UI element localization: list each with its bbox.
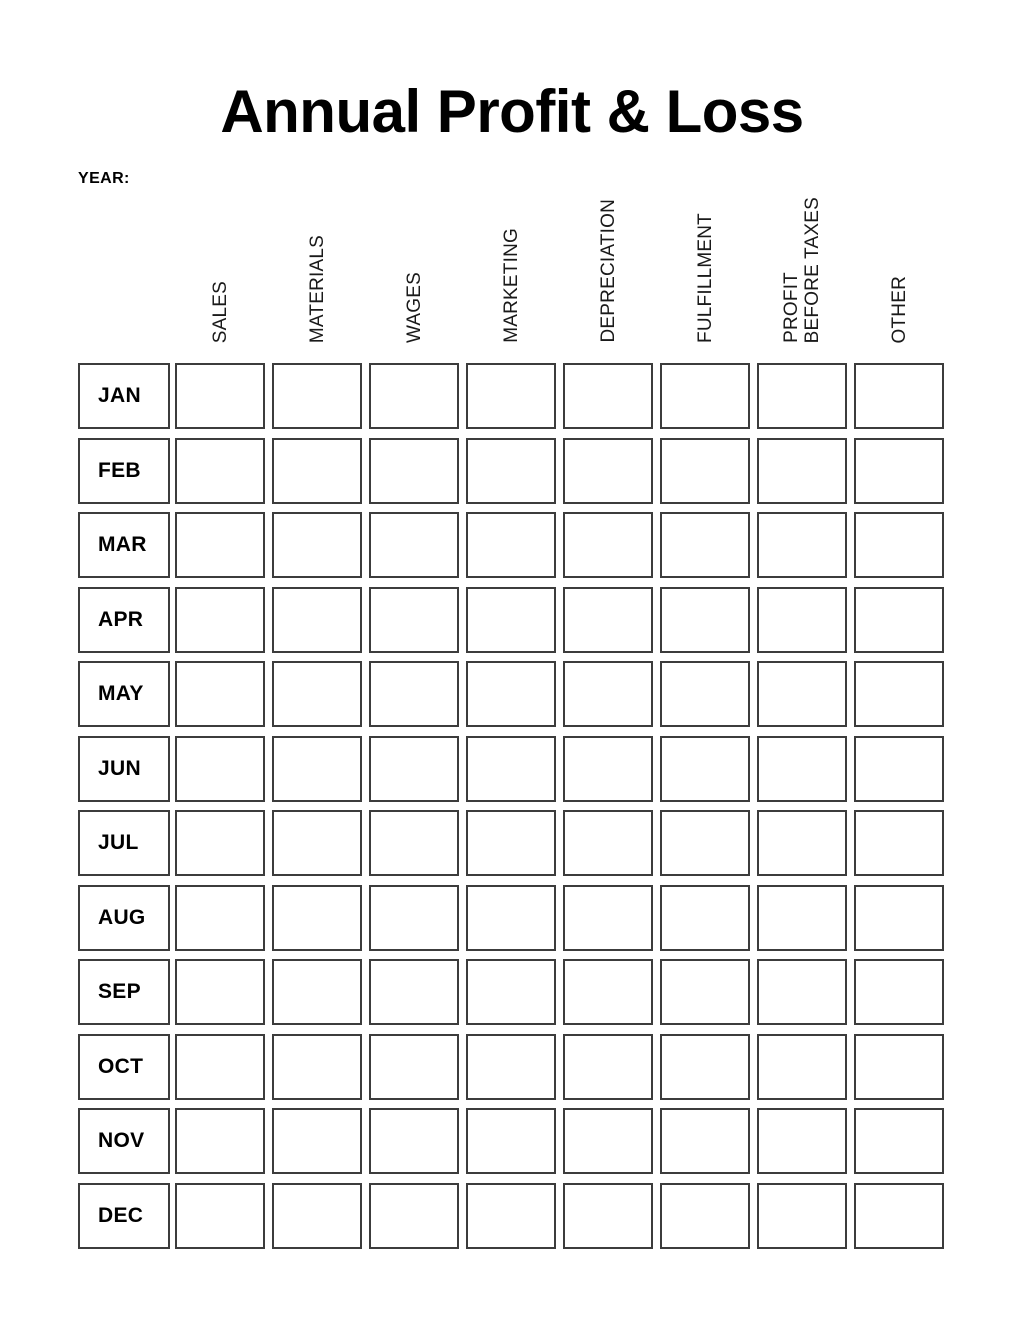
cell-sep-wages[interactable] [369, 959, 459, 1025]
cell-jan-materials[interactable] [272, 363, 362, 429]
cell-aug-depreciation[interactable] [563, 885, 653, 951]
cell-jun-wages[interactable] [369, 736, 459, 802]
cell-nov-wages[interactable] [369, 1108, 459, 1174]
cell-feb-sales[interactable] [175, 438, 265, 504]
table-row [78, 1108, 948, 1174]
column-header-fulfillment [660, 180, 750, 343]
month-label: MAY [98, 682, 144, 705]
column-header-other [854, 180, 944, 343]
cell-apr-materials[interactable] [272, 587, 362, 653]
cell-nov-fulfillment[interactable] [660, 1108, 750, 1174]
cell-jun-marketing[interactable] [466, 736, 556, 802]
cell-mar-depreciation[interactable] [563, 512, 653, 578]
column-header-depreciation [563, 180, 653, 343]
cell-oct-depreciation[interactable] [563, 1034, 653, 1100]
cell-jan-other[interactable] [854, 363, 944, 429]
column-header-label: PROFIT [781, 272, 802, 343]
cell-feb-other[interactable] [854, 438, 944, 504]
cell-dec-sales[interactable] [175, 1183, 265, 1249]
column-header-label: SALES [209, 280, 231, 343]
cell-sep-other[interactable] [854, 959, 944, 1025]
cell-may-wages[interactable] [369, 661, 459, 727]
month-label: MAR [98, 533, 147, 556]
column-header-sales [175, 180, 265, 343]
cell-mar-materials[interactable] [272, 512, 362, 578]
cell-nov-sales[interactable] [175, 1108, 265, 1174]
table-row [78, 736, 948, 802]
cell-mar-fulfillment[interactable] [660, 512, 750, 578]
cell-jun-fulfillment[interactable] [660, 736, 750, 802]
cell-feb-profit-before-taxes[interactable] [757, 438, 847, 504]
month-label: SEP [98, 980, 141, 1003]
cell-mar-other[interactable] [854, 512, 944, 578]
row-header-jul [78, 810, 170, 876]
cell-may-marketing[interactable] [466, 661, 556, 727]
cell-oct-materials[interactable] [272, 1034, 362, 1100]
cell-nov-profit-before-taxes[interactable] [757, 1108, 847, 1174]
cell-sep-profit-before-taxes[interactable] [757, 959, 847, 1025]
year-label: YEAR: [78, 170, 130, 187]
cell-mar-sales[interactable] [175, 512, 265, 578]
month-label: JAN [98, 384, 141, 407]
cell-jul-wages[interactable] [369, 810, 459, 876]
cell-jan-marketing[interactable] [466, 363, 556, 429]
cell-aug-wages[interactable] [369, 885, 459, 951]
month-label: APR [98, 608, 144, 631]
cell-oct-profit-before-taxes[interactable] [757, 1034, 847, 1100]
cell-apr-marketing[interactable] [466, 587, 556, 653]
row-header-apr [78, 587, 170, 653]
table-row [78, 959, 948, 1025]
cell-jun-profit-before-taxes[interactable] [757, 736, 847, 802]
column-header-label: FULFILLMENT [694, 213, 716, 343]
cell-aug-sales[interactable] [175, 885, 265, 951]
table-row [78, 438, 948, 504]
cell-aug-materials[interactable] [272, 885, 362, 951]
cell-jan-wages[interactable] [369, 363, 459, 429]
month-label: FEB [98, 459, 141, 482]
cell-dec-profit-before-taxes[interactable] [757, 1183, 847, 1249]
cell-may-depreciation[interactable] [563, 661, 653, 727]
cell-apr-sales[interactable] [175, 587, 265, 653]
page-title: Annual Profit & Loss [220, 78, 804, 145]
profit-loss-grid [78, 363, 948, 1253]
column-header-marketing [466, 180, 556, 343]
row-header-jun [78, 736, 170, 802]
cell-jul-sales[interactable] [175, 810, 265, 876]
cell-jan-sales[interactable] [175, 363, 265, 429]
cell-feb-materials[interactable] [272, 438, 362, 504]
cell-jan-fulfillment[interactable] [660, 363, 750, 429]
cell-aug-other[interactable] [854, 885, 944, 951]
row-header-nov [78, 1108, 170, 1174]
cell-may-other[interactable] [854, 661, 944, 727]
cell-dec-depreciation[interactable] [563, 1183, 653, 1249]
cell-apr-profit-before-taxes[interactable] [757, 587, 847, 653]
cell-dec-materials[interactable] [272, 1183, 362, 1249]
column-headers [175, 180, 948, 343]
row-header-jan [78, 363, 170, 429]
cell-oct-sales[interactable] [175, 1034, 265, 1100]
table-row [78, 512, 948, 578]
cell-jun-sales[interactable] [175, 736, 265, 802]
cell-aug-fulfillment[interactable] [660, 885, 750, 951]
cell-apr-other[interactable] [854, 587, 944, 653]
cell-nov-other[interactable] [854, 1108, 944, 1174]
cell-dec-other[interactable] [854, 1183, 944, 1249]
table-row [78, 587, 948, 653]
cell-jan-depreciation[interactable] [563, 363, 653, 429]
row-header-aug [78, 885, 170, 951]
cell-aug-profit-before-taxes[interactable] [757, 885, 847, 951]
column-header-label: DEPRECIATION [597, 199, 619, 343]
cell-apr-depreciation[interactable] [563, 587, 653, 653]
table-row [78, 810, 948, 876]
cell-feb-wages[interactable] [369, 438, 459, 504]
cell-dec-marketing[interactable] [466, 1183, 556, 1249]
column-header-label: MARKETING [500, 228, 522, 343]
month-label: JUN [98, 757, 141, 780]
cell-feb-depreciation[interactable] [563, 438, 653, 504]
cell-jul-depreciation[interactable] [563, 810, 653, 876]
cell-dec-wages[interactable] [369, 1183, 459, 1249]
column-header-materials [272, 180, 362, 343]
cell-oct-wages[interactable] [369, 1034, 459, 1100]
row-header-oct [78, 1034, 170, 1100]
table-row [78, 661, 948, 727]
column-header-wages [369, 180, 459, 343]
month-label: NOV [98, 1129, 145, 1152]
column-header-label: WAGES [403, 271, 425, 343]
month-label: AUG [98, 906, 146, 929]
cell-oct-fulfillment[interactable] [660, 1034, 750, 1100]
cell-may-fulfillment[interactable] [660, 661, 750, 727]
cell-nov-marketing[interactable] [466, 1108, 556, 1174]
column-header-label: MATERIALS [306, 234, 328, 343]
row-header-dec [78, 1183, 170, 1249]
cell-sep-fulfillment[interactable] [660, 959, 750, 1025]
cell-feb-fulfillment[interactable] [660, 438, 750, 504]
cell-sep-marketing[interactable] [466, 959, 556, 1025]
month-label: DEC [98, 1204, 144, 1227]
cell-jun-depreciation[interactable] [563, 736, 653, 802]
row-header-mar [78, 512, 170, 578]
cell-sep-depreciation[interactable] [563, 959, 653, 1025]
cell-sep-sales[interactable] [175, 959, 265, 1025]
cell-dec-fulfillment[interactable] [660, 1183, 750, 1249]
cell-mar-profit-before-taxes[interactable] [757, 512, 847, 578]
cell-feb-marketing[interactable] [466, 438, 556, 504]
table-row [78, 363, 948, 429]
cell-apr-fulfillment[interactable] [660, 587, 750, 653]
table-row [78, 1183, 948, 1249]
month-label: OCT [98, 1055, 144, 1078]
cell-apr-wages[interactable] [369, 587, 459, 653]
cell-nov-materials[interactable] [272, 1108, 362, 1174]
cell-jul-marketing[interactable] [466, 810, 556, 876]
row-header-sep [78, 959, 170, 1025]
table-row [78, 1034, 948, 1100]
cell-may-materials[interactable] [272, 661, 362, 727]
column-header-label: OTHER [888, 275, 910, 343]
row-header-may [78, 661, 170, 727]
column-header-profit-before-taxes [757, 180, 847, 343]
cell-jul-other[interactable] [854, 810, 944, 876]
cell-jul-materials[interactable] [272, 810, 362, 876]
cell-jul-profit-before-taxes[interactable] [757, 810, 847, 876]
cell-oct-marketing[interactable] [466, 1034, 556, 1100]
table-row [78, 885, 948, 951]
cell-may-profit-before-taxes[interactable] [757, 661, 847, 727]
cell-jun-materials[interactable] [272, 736, 362, 802]
cell-may-sales[interactable] [175, 661, 265, 727]
cell-nov-depreciation[interactable] [563, 1108, 653, 1174]
cell-aug-marketing[interactable] [466, 885, 556, 951]
cell-sep-materials[interactable] [272, 959, 362, 1025]
cell-jan-profit-before-taxes[interactable] [757, 363, 847, 429]
cell-mar-marketing[interactable] [466, 512, 556, 578]
cell-jul-fulfillment[interactable] [660, 810, 750, 876]
month-label: JUL [98, 831, 139, 854]
column-header-label: BEFORE TAXES [802, 196, 823, 343]
cell-oct-other[interactable] [854, 1034, 944, 1100]
cell-mar-wages[interactable] [369, 512, 459, 578]
cell-jun-other[interactable] [854, 736, 944, 802]
row-header-feb [78, 438, 170, 504]
